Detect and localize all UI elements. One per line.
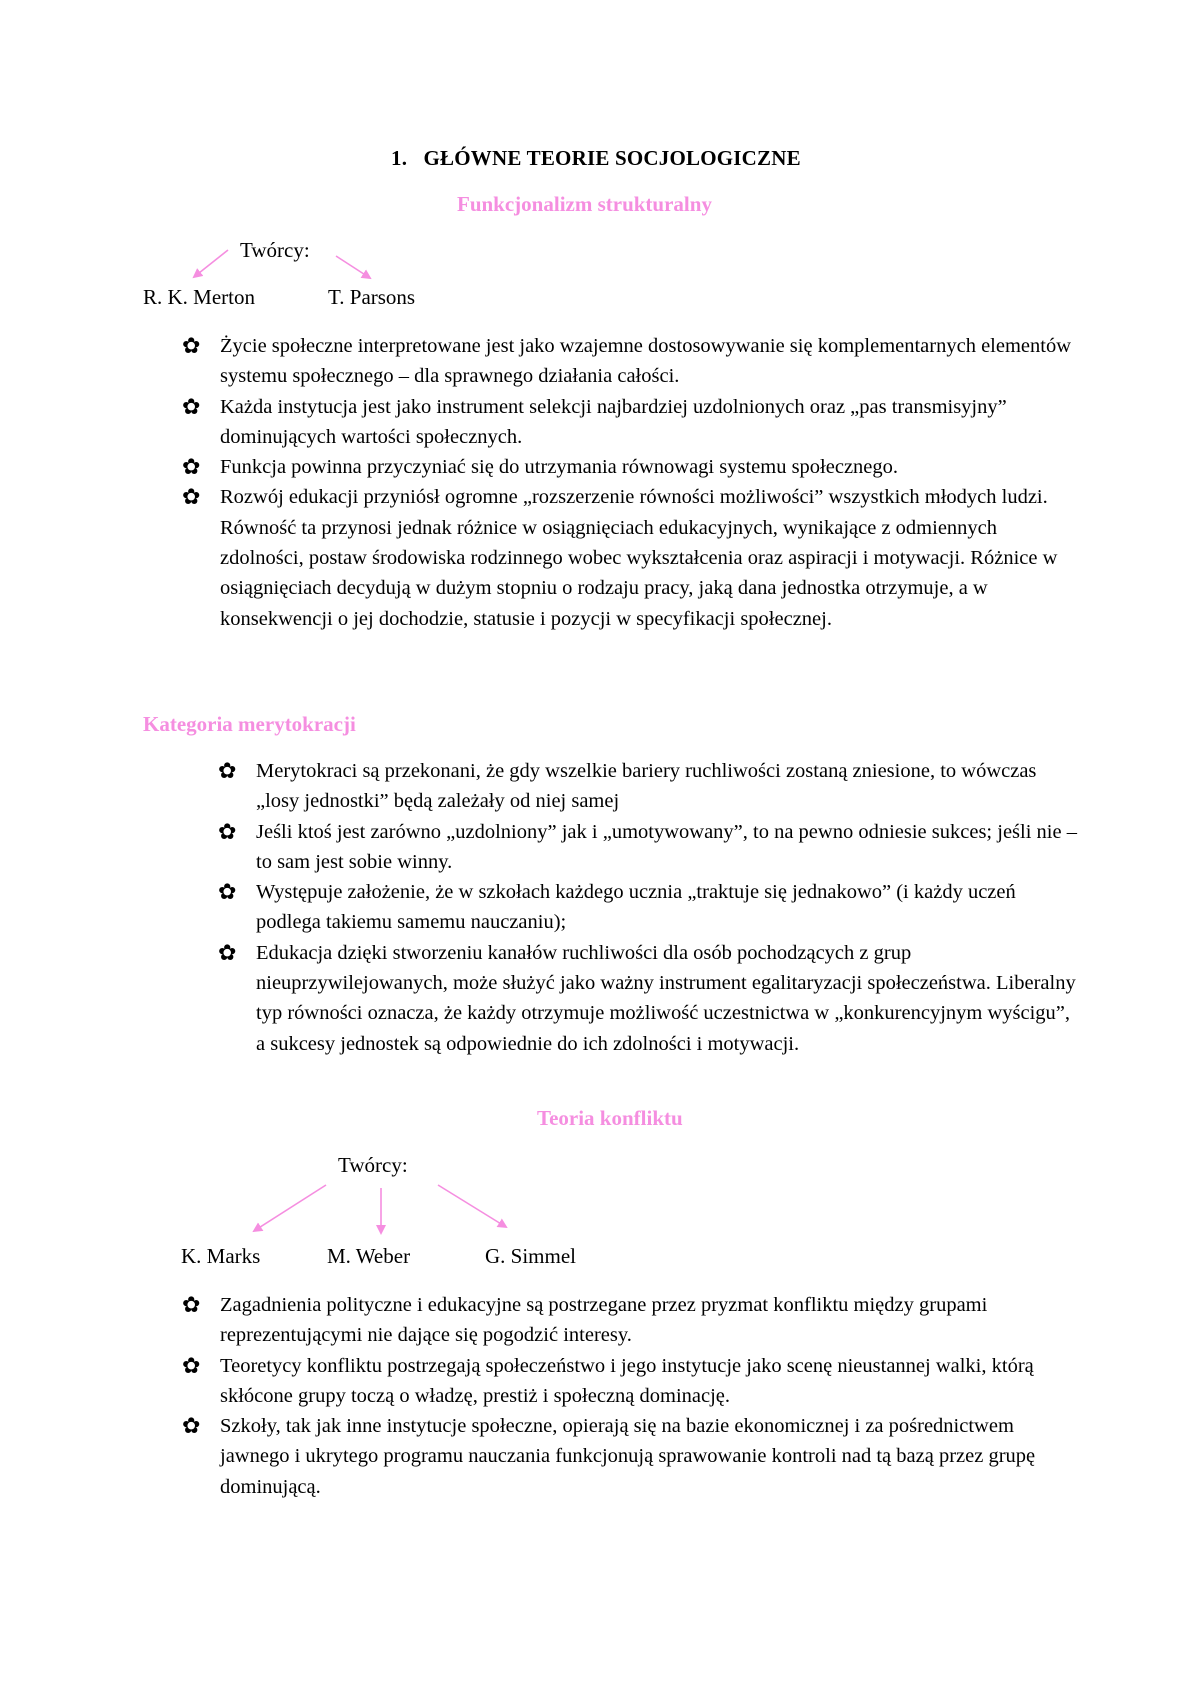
creator-parsons: T. Parsons xyxy=(328,285,416,309)
flower-icon: ✿ xyxy=(182,1413,201,1439)
bullet-text: Zagadnienia polityczne i edukacyjne są postrzegane przez pryzmat konfliktu między grupami reprezentującymi nie dające się pogodzić interesy. xyxy=(220,1294,988,1347)
arrow-to-merton xyxy=(194,250,228,277)
arrow-to-parsons xyxy=(336,256,370,278)
flower-icon: ✿ xyxy=(182,1292,201,1317)
bullet-text: Edukacja dzięki stworzeniu kanałów ruchliwości dla osób pochodzących z grup nieuprzywilejowanych, może służyć jako ważny instrument egalitaryzacji społeczeństwa. Liberalny typ równości oznacza, że każdy otrzymuje możliwość uczestnictwa w „konkurencyjnym wyścigu”, a sukcesy jednostek są odpowiednie do ich zdolności i motywacji. xyxy=(256,941,1076,1055)
section-title-conflict: Teoria konfliktu xyxy=(537,1106,683,1130)
bullet-text: Życie społeczne interpretowane jest jako wzajemne dostosowywanie się komplementarnych elementów systemu społecznego – dla sprawnego działania całości. xyxy=(220,335,1072,388)
bullet-text: Teoretycy konfliktu postrzegają społeczeństwo i jego instytucje jako scenę nieustannej walki, którą skłócone grupy toczą o władzę, prestiż i społeczną dominację. xyxy=(220,1354,1034,1407)
flower-icon: ✿ xyxy=(182,484,201,510)
flower-icon: ✿ xyxy=(182,333,201,358)
flower-icon: ✿ xyxy=(182,454,201,480)
creator-weber: M. Weber xyxy=(327,1244,411,1268)
flower-icon: ✿ xyxy=(182,393,201,419)
bullet-text: Występuje założenie, że w szkołach każdego ucznia „traktuje się jednakowo” (i każdy uczeń podlega takiemu samemu nauczaniu); xyxy=(256,881,1016,934)
arrow-to-marks xyxy=(254,1185,326,1231)
flower-icon: ✿ xyxy=(218,818,237,844)
bullet-text: Merytokraci są przekonani, że gdy wszelkie bariery ruchliwości zostaną zniesione, to wówczas „losy jednostki” będą zależały od niej samej xyxy=(256,760,1037,813)
bullet-text: Każda instytucja jest jako instrument selekcji najbardziej uzdolnionych oraz „pas transmisyjny” dominujących wartości społecznych. xyxy=(220,395,1007,448)
creator-merton: R. K. Merton xyxy=(143,285,255,309)
flower-icon: ✿ xyxy=(218,879,237,905)
section-title-functionalism: Funkcjonalizm strukturalny xyxy=(457,192,712,216)
creators-label-1: Twórcy: xyxy=(240,238,310,262)
bullet-text: Funkcja powinna przyczyniać się do utrzymania równowagi systemu społecznego. xyxy=(220,456,899,479)
creators-label-3: Twórcy: xyxy=(338,1153,408,1177)
creator-simmel: G. Simmel xyxy=(485,1244,577,1268)
flower-icon: ✿ xyxy=(182,1352,201,1378)
bullet-text: Szkoły, tak jak inne instytucje społeczne, opierają się na bazie ekonomicznej i za pośrednictwem jawnego i ukrytego programu nauczania funkcjonują sprawowanie kontroli nad tą bazą przez grupę dominującą. xyxy=(220,1415,1036,1498)
heading-title: GŁÓWNE TEORIE SOCJOLOGICZNE xyxy=(423,146,801,170)
bullet-text: Jeśli ktoś jest zarówno „uzdolniony” jak i „umotywowany”, to na pewno odniesie sukces; jeśli nie – to sam jest sobie winny. xyxy=(256,820,1077,873)
arrow-to-simmel xyxy=(438,1185,506,1227)
bullet-text: Rozwój edukacji przyniósł ogromne „rozszerzenie równości możliwości” wszystkich młodych ludzi. Równość ta przynosi jednak różnice w osiągnięciach edukacyjnych, wynikające z odmiennych zdolności, postaw środowiska rodzinnego wobec wykształcenia oraz aspiracji i motywacji. Różnice w osiągnięciach decydują w dużym stopniu o rodzaju pracy, jaką dana jednostka otrzymuje, a w konsekwencji o jej dochodzie, statusie i pozycji w specyfikacji społecznej. xyxy=(220,486,1058,630)
heading-number: 1. xyxy=(391,146,408,170)
flower-icon: ✿ xyxy=(218,939,237,965)
creator-marks: K. Marks xyxy=(181,1244,261,1268)
flower-icon: ✿ xyxy=(218,758,237,783)
section-title-meritocracy: Kategoria merytokracji xyxy=(143,712,356,736)
